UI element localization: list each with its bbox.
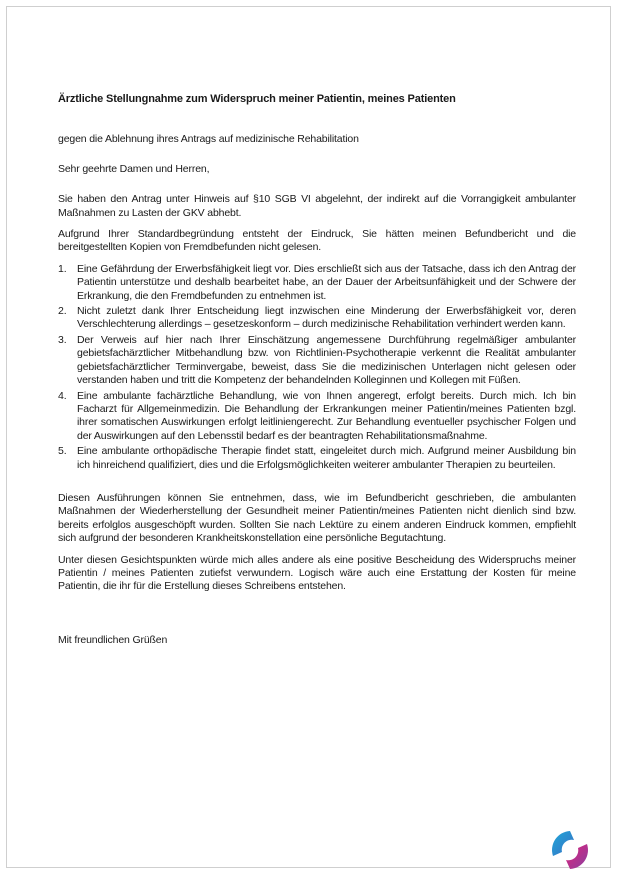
salutation: Sehr geehrte Damen und Herren, — [58, 162, 210, 175]
list-number: 4. — [58, 389, 67, 402]
letter-subject: gegen die Ablehnung ihres Antrags auf medizinische Rehabilitation — [58, 133, 359, 146]
list-item-text: Nicht zuletzt dank Ihrer Entscheidung liegt inzwischen eine Minderung der Erwerbsfähigkeit vor, deren Verschlechterung allerdings – gesetzeskonform – durch medizinische Rehabilitation verhindert werden kann. — [77, 305, 576, 331]
outro-paragraph: Unter diesen Gesichtspunkten würde mich alles andere als eine positive Bescheidung des Widerspruchs meiner Patientin / meines Patienten zutiefst verwundern. Logisch wäre auch eine Erstattung der Kosten für meine Patientin, die ihr für die Erstellung dieses Schreibens entstehen. — [58, 553, 576, 593]
closing-formula: Mit freundlichen Grüßen — [58, 633, 168, 646]
list-number: 2. — [58, 305, 67, 318]
list-item — [58, 390, 576, 444]
list-item-text: Eine ambulante orthopädische Therapie findet statt, eingeleitet durch mich. Aufgrund meiner Ausbildung bin ich hinreichend qualifiziert, dies und die Erfolgsmöglichkeiten weiterer ambulanter Therapien zu beurteilen. — [77, 445, 576, 471]
intro-paragraph: Aufgrund Ihrer Standardbegründung entsteht der Eindruck, Sie hätten meinen Befundbericht und die bereitgestellten Kopien von Fremdbefunden nicht gelesen. — [58, 228, 576, 254]
list-number: 1. — [58, 262, 67, 275]
list-item-text: Der Verweis auf hier nach Ihrer Einschätzung angemessene Durchführung regelmäßiger ambulanter gebietsfachärztlicher Mitbehandlung bzw. von Richtlinien-Psychotherapie verkennt die Realität ambulanter gebietsfachärztlicher Terminvergabe, beweist, dass Sie die medizinischen Unterlagen nicht gelesen oder verstanden haben und tritt die Kompetenz der behandelnden Kolleginnen und Kollegen mit Füßen. — [77, 333, 576, 387]
list-item-text: Eine Gefährdung der Erwerbsfähigkeit liegt vor. Dies erschließt sich aus der Tatsache, dass ich den Antrag der Patientin unterstütze und deshalb bearbeitet habe, an der Dauer der Arbeitsunfähigkeit und der Schwere der Erkrankung, die den Fremdbefunden zu entnehmen ist. — [77, 262, 576, 302]
list-item — [58, 445, 576, 472]
list-number: 5. — [58, 445, 67, 458]
intro-paragraph: Sie haben den Antrag unter Hinweis auf §10 SGB VI abgelehnt, der indirekt auf die Vorrangigkeit ambulanter Maßnahmen zu Lasten der GKV abhebt. — [58, 193, 576, 219]
list-item-text: Eine ambulante fachärztliche Behandlung, wie von Ihnen angeregt, erfolgt bereits. Durch mich. Ich bin Facharzt für Allgemeinmedizin. Die Behandlung der Erkrankungen meiner Patientin/meines Patienten bzgl. ihrer somatischen Auswirkungen erfolgt leitliniengerecht. Zur Behandlung eventueller psychischer Folgen und der Auswirkungen auf den Lebensstil bedarf es der beantragten Rehabilitationsmaßnahme. — [77, 389, 576, 442]
list-item — [58, 334, 576, 388]
letter-title: Ärztliche Stellungnahme zum Widerspruch meiner Patientin, meines Patienten — [58, 93, 456, 105]
outro-paragraph: Diesen Ausführungen können Sie entnehmen, dass, wie im Befundbericht geschrieben, die ambulanten Maßnahmen der Wiederherstellung der Gesundheit meiner Patientin/meines Patienten nicht dienlich sind bzw. bereits erfolglos ausgeschöpft wurden. Sollten Sie nach Lektüre zu einem anderen Eindruck kommen, empfiehlt sich aufgrund der besonderen Krankheitskonstellation eine persönliche Begutachtung. — [58, 491, 576, 545]
list-item — [58, 263, 576, 303]
list-number: 3. — [58, 333, 67, 346]
argument-list — [58, 263, 576, 472]
letter-body — [58, 93, 576, 647]
list-item — [58, 305, 576, 332]
swirl-logo-icon — [548, 828, 592, 872]
